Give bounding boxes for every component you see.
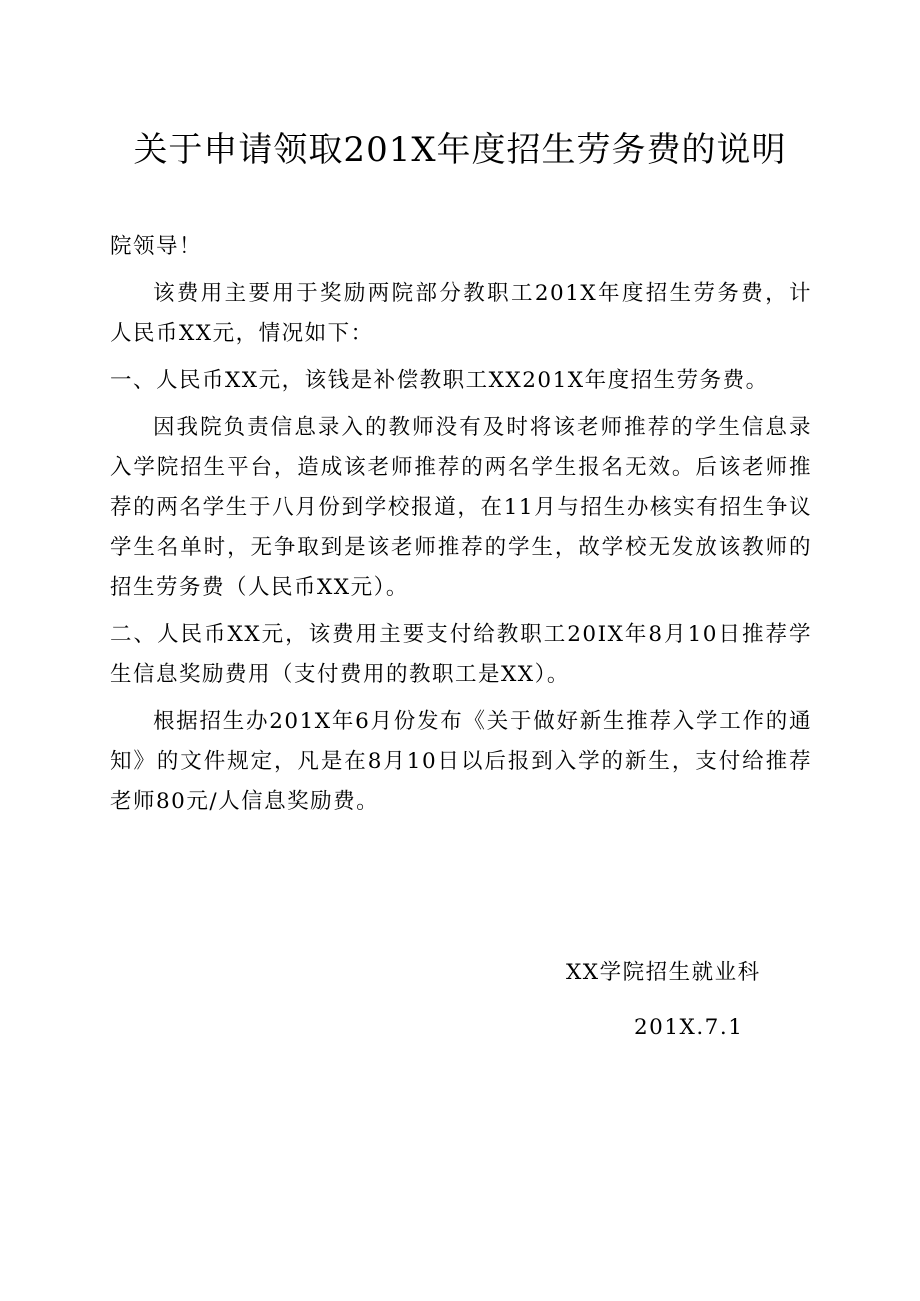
document-title: 关于申请领取201X年度招生劳务费的说明 [133, 130, 787, 170]
paragraph-item-two: 二、人民币XX元，该费用主要支付给教职工20IX年8月10日推荐学生信息奖励费用（支付费用的教职工是XX）。 [110, 622, 812, 687]
paragraph-item-two-detail: 根据招生办201X年6月份发布《关于做好新生推荐入学工作的通知》的文件规定，凡是在8月10日以后报到入学的新生，支付给推荐老师80元/人信息奖励费。 [110, 709, 812, 814]
signature-date: 201X.7.1 [634, 1015, 744, 1040]
signature-department: XX学院招生就业科 [566, 960, 761, 985]
paragraph-item-one-detail: 因我院负责信息录入的教师没有及时将该老师推荐的学生信息录入学院招生平台，造成该老师推荐的两名学生报名无效。后该老师推荐的两名学生于八月份到学校报道，在11月与招生办核实有招生争议学生名单时，无争取到是该老师推荐的学生，故学校无发放该教师的招生劳务费（人民币XX元）。 [110, 415, 812, 600]
salutation: 院领导！ [110, 234, 203, 259]
paragraph-intro: 该费用主要用于奖励两院部分教职工201X年度招生劳务费，计人民币XX元，情况如下： [110, 281, 812, 346]
document-body [110, 227, 812, 829]
paragraph-item-one: 一、人民币XX元，该钱是补偿教职工XX201X年度招生劳务费。 [110, 368, 769, 393]
